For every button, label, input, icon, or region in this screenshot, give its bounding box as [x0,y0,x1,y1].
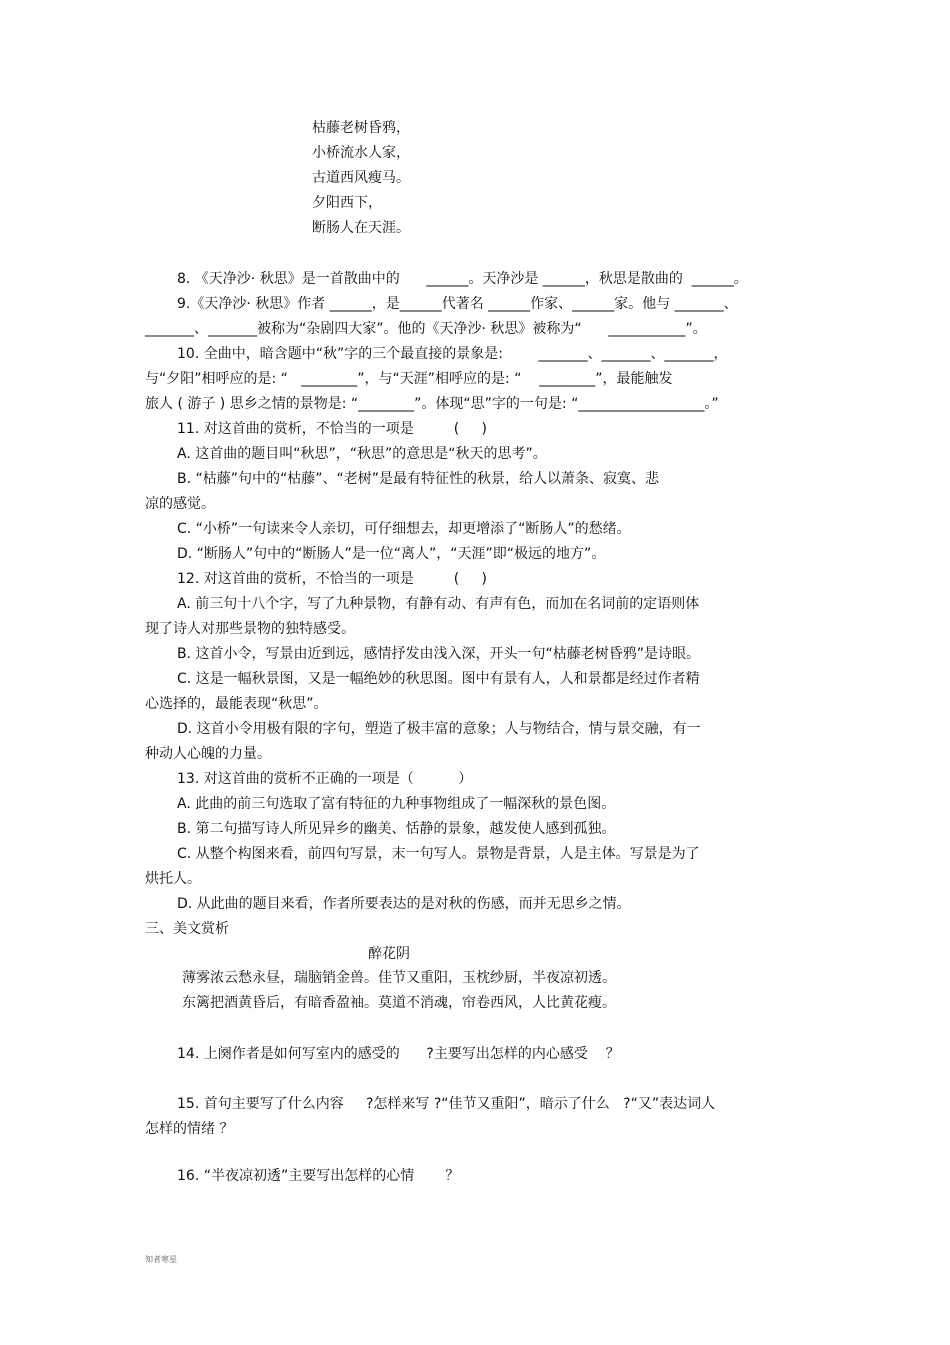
question-10-line-1: 10. 全曲中，暗含题中“秋”字的三个最直接的景象是: _______、_______、_______， [177,346,728,362]
question-11-option-d: D. “断肠人”句中的“断肠人”是一位“离人”，“天涯”即“极远的地方”。 [177,546,606,562]
poem-line: 夕阳西下， [312,195,382,211]
question-13-option-c: C. 从整个构图来看，前四句写景，末一句写人。景物是背景，人是主体。写景是为了 [177,846,700,862]
question-13-option-a: A. 此曲的前三句选取了富有特征的九种事物组成了一幅深秋的景色图。 [177,796,616,812]
question-12-option-b: B. 这首小令，写景由近到远，感情抒发由浅入深，开头一句“枯藤老树昏鸦”是诗眼。 [177,646,701,662]
question-12-option-a-cont: 现了诗人对那些景物的独特感受。 [145,621,355,637]
question-11-stem: 11. 对这首曲的赏析，不恰当的一项是 ( ) [177,421,487,437]
question-13-option-b: B. 第二句描写诗人所见异乡的幽美、恬静的景象，越发使人感到孤独。 [177,821,616,837]
ci-line: 东篱把酒黄昏后，有暗香盈袖。莫道不消魂，帘卷西风，人比黄花瘦。 [182,995,616,1011]
question-11-option-a: A. 这首曲的题目叫“秋思”，“秋思”的意思是“秋天的思考”。 [177,446,547,462]
poem-line: 断肠人在天涯。 [312,220,410,236]
question-8: 8. 《天净沙· 秋思》是一首散曲中的 ______。天净沙是 ______，秋思是散曲的 ______。 [177,271,748,287]
question-11-option-b: B. “枯藤”句中的“枯藤”、“老树”是最有特征性的秋景，给人以萧条、寂寞、悲 [177,471,660,487]
question-12-option-c: C. 这是一幅秋景图，又是一幅绝妙的秋思图。图中有景有人，人和景都是经过作者精 [177,671,700,687]
question-10-line-3: 旅人 ( 游子 ) 思乡之情的景物是: “________”。体现“思”字的一句是: “__________________。” [145,396,719,412]
question-16: 16. “半夜凉初透”主要写出怎样的心情 ？ [177,1168,460,1184]
ci-line: 薄雾浓云愁永昼，瑞脑销金兽。佳节又重阳，玉枕纱厨，半夜凉初透。 [182,970,616,986]
question-12-stem: 12. 对这首曲的赏析，不恰当的一项是 ( ) [177,571,487,587]
question-14: 14. 上阕作者是如何写室内的感受的 ?主要写出怎样的内心感受 ？ [177,1046,620,1062]
question-12-option-d: D. 这首小令用极有限的字句，塑造了极丰富的意象；人与物结合，情与景交融，有一 [177,721,701,737]
question-12-option-d-cont: 种动人心魄的力量。 [145,746,271,762]
question-9-line-1: 9.《天净沙· 秋思》作者 ______，是______代著名 ______作家、______家。他与 _______、 [177,296,738,312]
section-heading: 三、美文赏析 [145,921,229,937]
ci-title: 醉花阴 [368,946,410,962]
question-15-line-1: 15. 首句主要写了什么内容 ?怎样来写 ?“佳节又重阳”，暗示了什么 ?“又”表达词人 [177,1096,716,1112]
poem-line: 枯藤老树昏鸦， [312,120,410,136]
question-13-stem: 13. 对这首曲的赏析不正确的一项是（ ） [177,771,473,787]
question-12-option-c-cont: 心选择的，最能表现“秋思”。 [145,696,328,712]
question-13-option-d: D. 从此曲的题目来看，作者所要表达的是对秋的伤感，而并无思乡之情。 [177,896,631,912]
question-11-option-b-cont: 凉的感觉。 [145,496,215,512]
question-11-option-c: C. “小桥”一句读来令人亲切，可仔细想去，却更增添了“断肠人”的愁绪。 [177,521,631,537]
footer-text: 知者寒星 [145,1255,177,1264]
question-15-line-2: 怎样的情绪 ？ [145,1121,234,1137]
question-10-line-2: 与“夕阳”相呼应的是: “ ________”，与“天涯”相呼应的是: “ ________”，最能触发 [145,371,673,387]
poem-line: 古道西风瘦马。 [312,170,410,186]
question-12-option-a: A. 前三句十八个字，写了九种景物，有静有动、有声有色，而加在名词前的定语则体 [177,596,700,612]
question-9-line-2: _______、_______被称为“杂剧四大家”。他的《天净沙· 秋思》被称为“ ___________”。 [145,321,707,337]
question-13-option-c-cont: 烘托人。 [145,871,201,887]
poem-line: 小桥流水人家， [312,145,410,161]
